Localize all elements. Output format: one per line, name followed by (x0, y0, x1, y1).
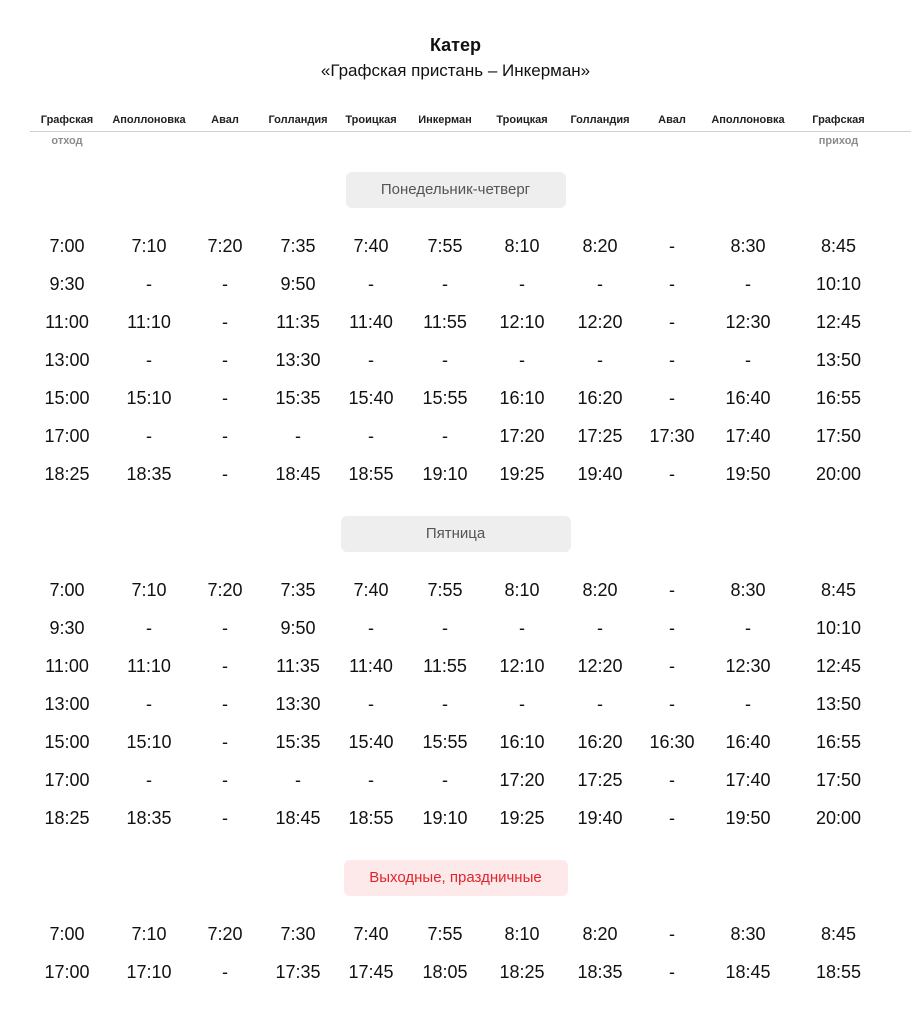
time-cell: 8:30 (730, 236, 766, 256)
time-cell: 18:55 (815, 962, 862, 982)
schedule-row (30, 455, 881, 493)
time-cell: 7:20 (207, 924, 243, 944)
time-cell: 7:40 (353, 236, 389, 256)
time-cell: - (669, 274, 675, 294)
time-cell: 7:55 (427, 924, 463, 944)
time-cell: - (597, 694, 603, 714)
time-cell: 7:35 (280, 236, 316, 256)
time-cell: - (368, 426, 374, 446)
time-cell: 12:20 (577, 656, 623, 676)
time-cell: 12:30 (725, 656, 771, 676)
header-stop: Графская (812, 114, 865, 126)
time-cell: 19:40 (577, 464, 623, 484)
time-cell: 18:25 (499, 962, 545, 982)
time-cell: - (368, 274, 374, 294)
time-cell: - (745, 274, 751, 294)
header-stop: Голландия (268, 114, 328, 126)
header-divider (30, 131, 911, 132)
time-cell: 18:35 (126, 808, 172, 828)
time-cell: 7:10 (131, 236, 167, 256)
time-cell: 17:20 (499, 770, 545, 790)
time-cell: - (669, 388, 675, 408)
schedule-row (30, 953, 881, 991)
time-cell: 12:45 (815, 312, 862, 332)
time-cell: - (669, 656, 675, 676)
time-cell: 11:40 (349, 312, 393, 332)
time-cell: - (442, 770, 448, 790)
time-cell: 11:55 (423, 312, 467, 332)
time-cell: 17:50 (815, 770, 862, 790)
time-cell: 16:10 (499, 732, 545, 752)
time-cell: 8:10 (504, 236, 540, 256)
time-cell: - (368, 350, 374, 370)
time-cell: - (222, 694, 228, 714)
time-cell: - (146, 426, 152, 446)
time-cell: - (442, 426, 448, 446)
time-cell: 13:30 (275, 694, 321, 714)
time-cell: - (669, 618, 675, 638)
time-cell: 7:20 (207, 236, 243, 256)
time-cell: - (669, 350, 675, 370)
time-cell: - (442, 350, 448, 370)
header-stop: Троицкая (345, 114, 397, 126)
schedule-row (30, 723, 881, 761)
time-cell: - (222, 350, 228, 370)
time-cell: 15:55 (422, 732, 468, 752)
time-cell: - (519, 618, 525, 638)
time-cell: 19:50 (725, 808, 771, 828)
time-cell: 11:35 (276, 312, 320, 332)
time-cell: - (146, 274, 152, 294)
time-cell: - (745, 618, 751, 638)
schedule-row (30, 379, 881, 417)
header-stop: Авал (658, 114, 686, 126)
time-cell: 18:45 (275, 464, 321, 484)
time-cell: 11:10 (127, 312, 171, 332)
time-cell: 8:20 (582, 580, 618, 600)
schedule-row (30, 417, 881, 455)
time-cell: 19:40 (577, 808, 623, 828)
stops-header (30, 112, 881, 128)
time-cell: 9:30 (49, 274, 85, 294)
time-cell: 16:55 (815, 388, 862, 408)
time-cell: 7:20 (207, 580, 243, 600)
schedule-row (30, 571, 881, 609)
time-cell: - (222, 656, 228, 676)
section-label: Понедельник-четверг (346, 172, 566, 208)
time-cell: - (669, 464, 675, 484)
header-stop: Авал (211, 114, 239, 126)
schedule-row (30, 761, 881, 799)
time-cell: 8:20 (582, 924, 618, 944)
time-cell: - (669, 770, 675, 790)
time-cell: 17:40 (725, 426, 771, 446)
section-label: Выходные, праздничные (344, 860, 568, 896)
time-cell: - (597, 618, 603, 638)
time-cell: 11:00 (45, 656, 89, 676)
schedule-row (30, 799, 881, 837)
time-cell: 7:35 (280, 580, 316, 600)
time-cell: - (745, 350, 751, 370)
time-cell: 13:00 (44, 350, 90, 370)
time-cell: 18:55 (348, 464, 394, 484)
time-cell: - (519, 694, 525, 714)
time-cell: 15:00 (44, 388, 90, 408)
time-cell: 7:55 (427, 580, 463, 600)
time-cell: 17:25 (577, 426, 623, 446)
time-cell: - (146, 770, 152, 790)
time-cell: 20:00 (815, 464, 862, 484)
time-cell: 7:10 (131, 924, 167, 944)
time-cell: 17:25 (577, 770, 623, 790)
time-cell: 12:10 (499, 312, 545, 332)
schedule-row (30, 265, 881, 303)
time-cell: 19:25 (499, 464, 545, 484)
time-cell: 18:05 (422, 962, 468, 982)
time-cell: 8:45 (820, 236, 857, 256)
time-cell: 19:10 (422, 464, 468, 484)
time-cell: 16:10 (499, 388, 545, 408)
time-cell: - (669, 962, 675, 982)
arrive-label: приход (818, 135, 859, 147)
time-cell: 11:55 (423, 656, 467, 676)
time-cell: 13:50 (815, 694, 862, 714)
schedule-row (30, 303, 881, 341)
time-cell: - (146, 350, 152, 370)
time-cell: 11:00 (45, 312, 89, 332)
schedule-row (30, 647, 881, 685)
time-cell: - (222, 312, 228, 332)
time-cell: 12:30 (725, 312, 771, 332)
time-cell: 19:25 (499, 808, 545, 828)
time-cell: - (222, 618, 228, 638)
time-cell: 12:45 (815, 656, 862, 676)
time-cell: 11:10 (127, 656, 171, 676)
time-cell: - (222, 274, 228, 294)
time-cell: - (222, 808, 228, 828)
time-cell: 10:10 (815, 274, 862, 294)
time-cell: - (519, 274, 525, 294)
time-cell: 18:35 (577, 962, 623, 982)
time-cell: 17:10 (126, 962, 172, 982)
time-cell: 12:10 (499, 656, 545, 676)
time-cell: 8:20 (582, 236, 618, 256)
time-cell: - (222, 962, 228, 982)
time-cell: 8:30 (730, 580, 766, 600)
time-cell: 10:10 (815, 618, 862, 638)
time-cell: 7:00 (49, 580, 85, 600)
header-stop: Аполлоновка (711, 114, 785, 126)
depart-arrive-labels (30, 133, 881, 149)
time-cell: - (222, 388, 228, 408)
time-cell: - (597, 274, 603, 294)
time-cell: - (295, 770, 301, 790)
time-cell: - (146, 618, 152, 638)
time-cell: 8:10 (504, 580, 540, 600)
section-label: Пятница (341, 516, 571, 552)
time-cell: 18:25 (44, 808, 90, 828)
time-cell: 17:00 (44, 962, 90, 982)
time-cell: 11:35 (276, 656, 320, 676)
time-cell: 18:35 (126, 464, 172, 484)
time-cell: 17:30 (649, 426, 695, 446)
time-cell: 8:30 (730, 924, 766, 944)
time-cell: 16:55 (815, 732, 862, 752)
time-cell: 17:45 (348, 962, 394, 982)
time-cell: 16:20 (577, 388, 623, 408)
time-cell: 15:55 (422, 388, 468, 408)
time-cell: 17:40 (725, 770, 771, 790)
time-cell: 9:30 (49, 618, 85, 638)
time-cell: 18:45 (275, 808, 321, 828)
header-stop: Аполлоновка (112, 114, 186, 126)
time-cell: - (669, 694, 675, 714)
schedule-row (30, 685, 881, 723)
time-cell: 17:50 (815, 426, 862, 446)
time-cell: 18:25 (44, 464, 90, 484)
time-cell: - (442, 274, 448, 294)
header-stop: Графская (40, 114, 94, 126)
schedule-row (30, 609, 881, 647)
header-stop: Голландия (570, 114, 630, 126)
schedule-row (30, 915, 881, 953)
time-cell: 16:20 (577, 732, 623, 752)
time-cell: 7:30 (280, 924, 316, 944)
route-subtitle: «Графская пристань – Инкерман» (320, 61, 591, 80)
header-stop: Инкерман (418, 114, 472, 126)
time-cell: - (669, 312, 675, 332)
time-cell: 9:50 (280, 618, 316, 638)
time-cell: 8:45 (820, 580, 857, 600)
time-cell: - (669, 808, 675, 828)
time-cell: - (669, 924, 675, 944)
time-cell: 7:55 (427, 236, 463, 256)
time-cell: 8:45 (820, 924, 857, 944)
time-cell: 12:20 (577, 312, 623, 332)
time-cell: - (669, 236, 675, 256)
time-cell: - (368, 770, 374, 790)
time-cell: 8:10 (504, 924, 540, 944)
time-cell: 17:20 (499, 426, 545, 446)
time-cell: 16:40 (725, 388, 771, 408)
page-title: Катер (429, 35, 482, 55)
time-cell: - (368, 694, 374, 714)
time-cell: 18:55 (348, 808, 394, 828)
time-cell: 13:50 (815, 350, 862, 370)
time-cell: - (222, 732, 228, 752)
schedule-row (30, 341, 881, 379)
time-cell: 11:40 (349, 656, 393, 676)
time-cell: 17:00 (44, 770, 90, 790)
time-cell: - (442, 618, 448, 638)
time-cell: - (222, 426, 228, 446)
time-cell: - (146, 694, 152, 714)
time-cell: 16:30 (649, 732, 695, 752)
time-cell: 15:35 (275, 732, 321, 752)
time-cell: 17:00 (44, 426, 90, 446)
time-cell: - (442, 694, 448, 714)
time-cell: 15:35 (275, 388, 321, 408)
time-cell: - (222, 770, 228, 790)
time-cell: 7:00 (49, 236, 85, 256)
time-cell: 13:30 (275, 350, 321, 370)
time-cell: 16:40 (725, 732, 771, 752)
time-cell: 18:45 (725, 962, 771, 982)
time-cell: 15:10 (126, 732, 172, 752)
time-cell: 7:00 (49, 924, 85, 944)
time-cell: - (368, 618, 374, 638)
time-cell: - (295, 426, 301, 446)
time-cell: 19:50 (725, 464, 771, 484)
time-cell: 7:40 (353, 924, 389, 944)
time-cell: 17:35 (275, 962, 321, 982)
time-cell: - (745, 694, 751, 714)
schedule-row (30, 227, 881, 265)
time-cell: 9:50 (280, 274, 316, 294)
time-cell: - (597, 350, 603, 370)
time-cell: - (669, 580, 675, 600)
time-cell: - (222, 464, 228, 484)
time-cell: 19:10 (422, 808, 468, 828)
time-cell: 15:40 (348, 388, 394, 408)
time-cell: - (519, 350, 525, 370)
time-cell: 7:10 (131, 580, 167, 600)
header-stop: Троицкая (496, 114, 548, 126)
time-cell: 13:00 (44, 694, 90, 714)
time-cell: 15:10 (126, 388, 172, 408)
time-cell: 20:00 (815, 808, 862, 828)
depart-label: отход (51, 135, 83, 147)
time-cell: 7:40 (353, 580, 389, 600)
time-cell: 15:40 (348, 732, 394, 752)
time-cell: 15:00 (44, 732, 90, 752)
